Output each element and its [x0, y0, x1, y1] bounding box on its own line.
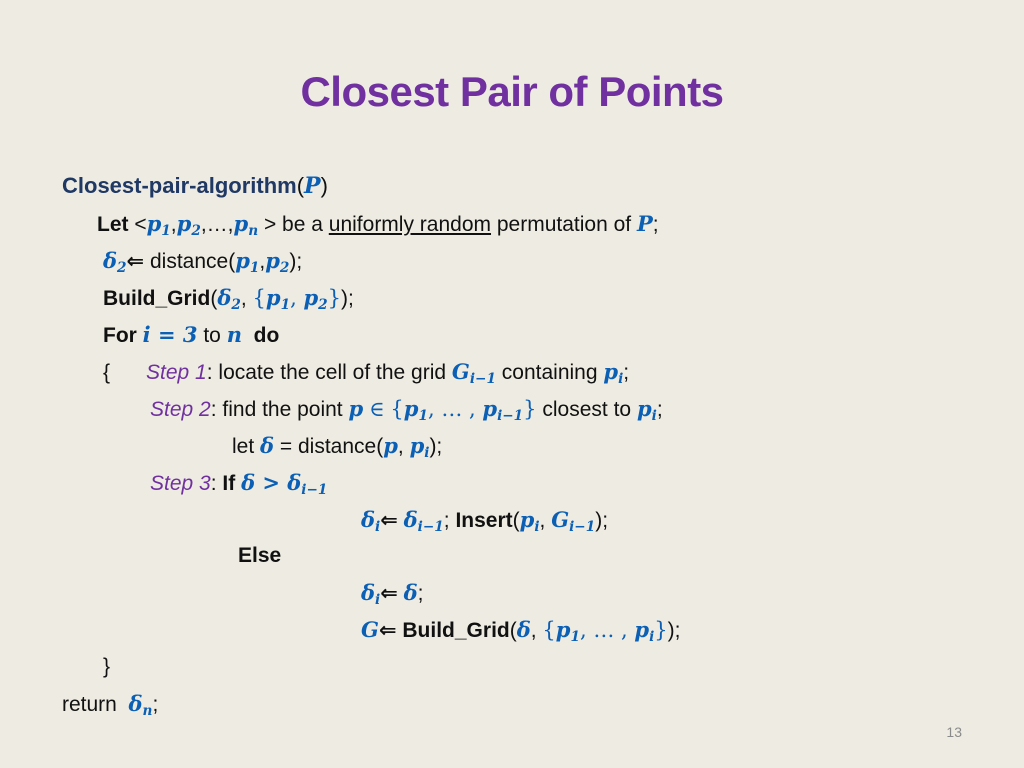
- math-brace: }: [523, 397, 537, 421]
- algorithm-header: Closest-pair-algorithm(P): [62, 173, 328, 199]
- math-delta-i: $\delta_i$: [361, 507, 381, 536]
- permutation-of-text: permutation of: [496, 213, 632, 236]
- distance-fn: distance: [149, 250, 229, 273]
- algorithm-name: Closest-pair-algorithm: [62, 173, 297, 198]
- page-number: 13: [946, 724, 962, 740]
- math-brace: {: [390, 397, 404, 421]
- math-pi: $p_i$: [636, 396, 657, 425]
- line-step2: Step 2: find the point p ∈ {$p_1$, … , $p_{i-1}$} closest to $p_i$;: [150, 396, 663, 425]
- line-step3: Step 3: If $\delta > \delta_{i-1}$: [150, 470, 328, 499]
- math-brace: {: [542, 618, 556, 642]
- line-for-loop: [103, 320, 279, 351]
- let-lower-keyword: let: [232, 435, 255, 458]
- insert-fn: Insert: [455, 509, 513, 532]
- left-arrow-icon: ⇐: [380, 509, 398, 532]
- math-p: p: [383, 433, 398, 458]
- math-brace: {: [252, 286, 266, 310]
- math-delta: δ: [403, 580, 418, 605]
- let-keyword: Let: [97, 213, 129, 236]
- math-G: G: [361, 617, 379, 642]
- math-P: P: [636, 211, 653, 236]
- math-p2: $p_2$: [176, 211, 201, 240]
- math-pi: $p_i$: [519, 507, 540, 536]
- math-delta2: $\delta_2$: [103, 248, 127, 277]
- line-else-assign-delta: $\delta_i⇐$ δ;: [361, 580, 424, 609]
- math-delta-n: $\delta_n$: [128, 691, 153, 720]
- step1-text: : locate the cell of the grid: [206, 361, 447, 384]
- math-p1: $p_1$: [403, 396, 428, 425]
- math-p-i-1: $p_{i-1}$: [482, 396, 524, 425]
- left-arrow-icon: ⇐: [378, 619, 397, 642]
- math-G-i-1: $G_{i-1}$: [551, 507, 596, 536]
- step1-label: Step 1: [146, 361, 207, 384]
- math-delta-i-1: $\delta_{i-1}$: [403, 507, 444, 536]
- else-keyword: Else: [238, 544, 282, 567]
- math-i-equals-3: i = 3: [142, 322, 198, 347]
- math-pi: $p_i$: [634, 617, 655, 646]
- containing-text: containing: [501, 361, 598, 384]
- step2-text: : find the point: [210, 398, 343, 421]
- closing-brace: }: [103, 655, 111, 678]
- math-p2: $p_2$: [303, 285, 328, 314]
- math-p1: $p_1$: [555, 617, 580, 646]
- math-p: p: [348, 396, 364, 421]
- math-G-i-1: $G_{i-1}$: [451, 359, 496, 388]
- step3-label: Step 3: [150, 472, 211, 495]
- math-p2: $p_2$: [265, 248, 290, 277]
- math-delta-i: $\delta_i$: [361, 580, 381, 609]
- line-if-branch: $\delta_i⇐$ $\delta_{i-1}$; $Insert(p_i$, $G_{i-1}$);: [361, 507, 609, 536]
- math-delta: δ: [260, 433, 275, 458]
- math-pi: $p_i$: [603, 359, 624, 388]
- math-delta: δ: [516, 617, 531, 642]
- equals-distance-text: = distance(: [279, 435, 384, 458]
- math-delta-gt-delta-i-1: $\delta > \delta_{i-1}$: [241, 470, 328, 499]
- do-keyword: do: [253, 324, 280, 347]
- math-p1: $p_1$: [265, 285, 291, 314]
- math-n: n: [226, 322, 242, 347]
- step2-label: Step 2: [150, 398, 211, 421]
- build-grid-fn: Build_Grid: [402, 619, 510, 642]
- slide-title: Closest Pair of Points: [300, 68, 724, 115]
- line-let-permutation: Let $<p_1,p_2,\dots,p_n$ > be a uniformly random permutation of P;: [97, 211, 659, 240]
- math-brace: }: [654, 618, 668, 642]
- math-P: P: [304, 173, 321, 199]
- line-build-grid-initial: $Build\_Grid(\delta_2$, {$p_1$, $p_2$});: [103, 285, 354, 314]
- to-keyword: to: [203, 324, 221, 347]
- for-keyword: For: [103, 324, 137, 347]
- return-keyword: return: [62, 693, 117, 716]
- math-delta2: $\delta_2$: [217, 285, 241, 314]
- left-arrow-icon: ⇐: [126, 250, 145, 273]
- line-let-delta: let δ = distance(p, $p_i$);: [232, 433, 443, 462]
- left-arrow-icon: ⇐: [380, 582, 398, 605]
- line-return: return $\delta_n$;: [62, 691, 159, 720]
- math-p1: $p_1$: [235, 248, 260, 277]
- math-brace: }: [327, 286, 342, 310]
- be-a-text: > be a: [263, 213, 323, 236]
- math-pi: $p_i$: [409, 433, 430, 462]
- line-else-build-grid: G⇐ Build_Grid(δ, {$p_1$, … , $p_i$});: [361, 617, 681, 646]
- math-pn: $p_n$: [233, 211, 259, 240]
- line-step1: { Step 1: locate the cell of the grid $G_{i-1}$ containing $p_i$;: [103, 359, 630, 388]
- math-p1: $p_1$: [146, 211, 171, 240]
- if-keyword: If: [222, 472, 236, 495]
- build-grid-fn: Build_Grid: [103, 287, 211, 310]
- closest-to-text: closest to: [542, 398, 632, 421]
- uniformly-random-text: uniformly random: [328, 213, 492, 236]
- line-delta2-init: $\delta_2⇐$ $distance(p_1,p_2)$;: [103, 248, 303, 277]
- line-else: [238, 541, 281, 571]
